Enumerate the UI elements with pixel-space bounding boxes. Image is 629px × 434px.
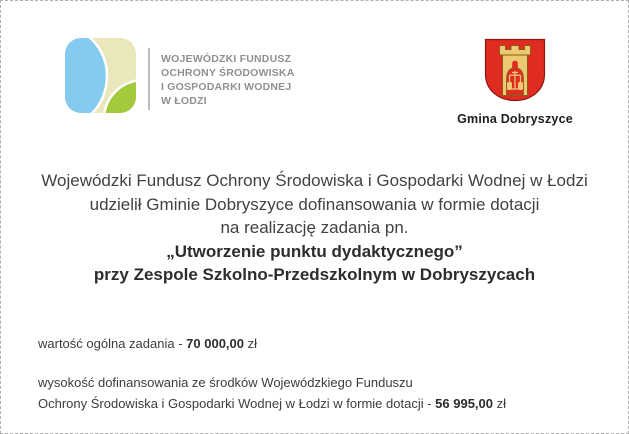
announcement-line-2: udzielił Gminie Dobryszyce dofinansowania w formie dotacji	[89, 194, 540, 214]
wfos-caption-line: OCHRONY ŚRODOWISKA	[161, 67, 295, 79]
wfos-caption-line: WOJEWÓDZKI FUNDUSZ	[161, 53, 292, 65]
wfos-caption-line: I GOSPODARKI WODNEJ	[161, 81, 292, 93]
wfosigw-logo-block	[65, 38, 295, 113]
announcement-line-3: na realizację zadania pn.	[220, 218, 409, 237]
announcement-line-1: Wojewódzki Fundusz Ochrony Środowiska i Gospodarki Wodnej w Łodzi	[41, 171, 588, 190]
announcement-text	[1, 169, 628, 287]
gmina-dobryszyce-block	[449, 38, 581, 126]
funding-section	[38, 333, 506, 414]
dobryszyce-coat-of-arms-icon	[484, 38, 546, 102]
announcement-task-title: „Utworzenie punktu dydaktycznego”	[166, 241, 463, 261]
funding-grant-line-2	[38, 393, 506, 414]
funding-total-amount: 70 000,00	[186, 336, 244, 351]
announcement-task-location: przy Zespole Szkolno-Przedszkolnym w Dobryszycach	[93, 265, 536, 284]
funding-total-suffix: zł	[244, 336, 257, 351]
funding-grant-amount: 56 995,00	[435, 396, 493, 411]
wfosigw-lodz-logo-icon	[65, 38, 136, 113]
funding-grant-label: Ochrony Środowiska i Gospodarki Wodnej w Łodzi w formie dotacji -	[38, 396, 436, 411]
funding-grant-line-1: wysokość dofinansowania ze środków Wojewódzkiego Funduszu	[38, 375, 413, 390]
logo-divider	[148, 48, 150, 110]
gmina-dobryszyce-label: Gmina Dobryszyce	[457, 112, 573, 126]
funding-grant-block	[38, 372, 506, 414]
funding-grant-suffix: zł	[493, 396, 506, 411]
funding-total-label: wartość ogólna zadania -	[38, 336, 187, 351]
wfos-logo-caption	[161, 52, 295, 108]
wfos-caption-line: W ŁODZI	[161, 95, 207, 107]
funding-total-line	[38, 333, 506, 354]
